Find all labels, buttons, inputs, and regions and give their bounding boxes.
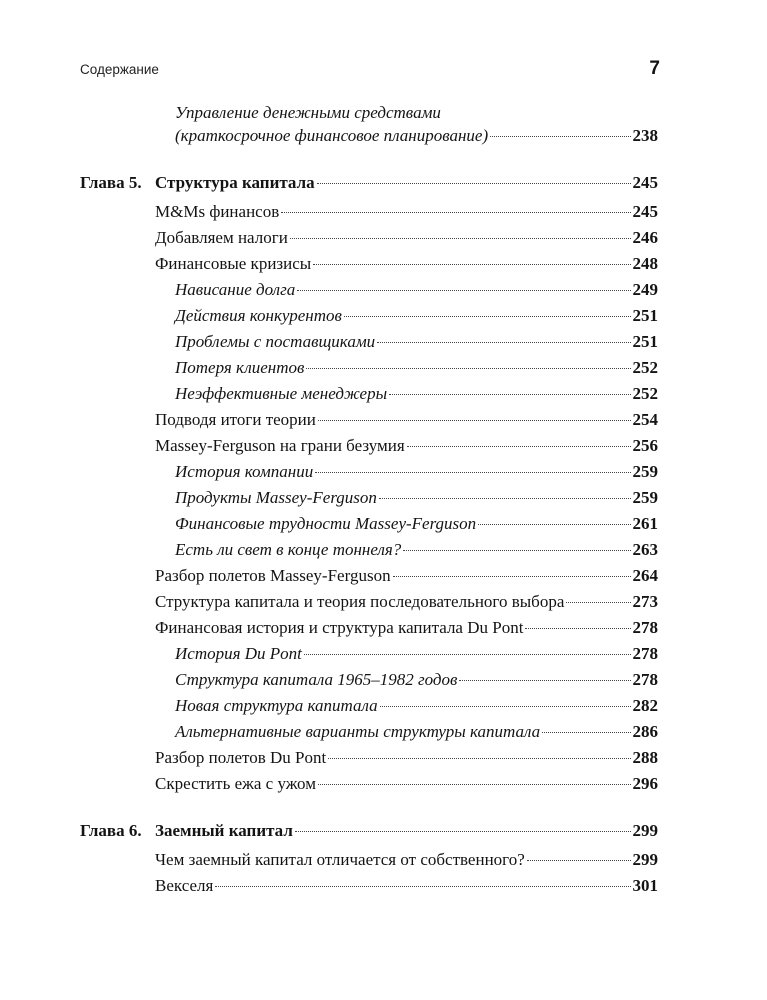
- dot-leader: [478, 523, 630, 525]
- toc-entry-title: Структура капитала и теория последовательного выбора: [155, 592, 565, 611]
- toc-page-number: 282: [632, 696, 658, 715]
- toc-page-number: 259: [632, 462, 658, 481]
- toc-entry[interactable]: [155, 227, 658, 249]
- toc-entry[interactable]: [155, 591, 658, 613]
- toc-entry-title: Добавляем налоги: [155, 228, 288, 247]
- dot-leader: [566, 601, 630, 603]
- toc-entry-title: Подводя итоги теории: [155, 410, 316, 429]
- toc-entry-title: Финансовая история и структура капитала Du Pont: [155, 618, 524, 637]
- dot-leader: [525, 627, 630, 629]
- toc-subentry[interactable]: [175, 357, 658, 379]
- dot-leader: [393, 575, 631, 577]
- toc-page-number: 238: [632, 126, 658, 145]
- toc-entry-title: Векселя: [155, 876, 214, 895]
- toc-entry-title: История компании: [175, 462, 314, 481]
- toc-page-number: 296: [632, 774, 658, 793]
- toc-entry-title: Финансовые кризисы: [155, 254, 312, 273]
- dot-leader: [403, 549, 630, 551]
- toc-page-number: 252: [632, 358, 658, 377]
- toc-page-number: 278: [632, 618, 658, 637]
- dot-leader: [318, 783, 631, 785]
- toc-page-number: 278: [632, 644, 658, 663]
- dot-leader: [380, 705, 631, 707]
- toc-page-number: 249: [632, 280, 658, 299]
- dot-leader: [304, 653, 631, 655]
- toc-page-number: 245: [632, 173, 658, 192]
- dot-leader: [313, 263, 630, 265]
- page-number: 7: [649, 58, 660, 79]
- running-head: Содержание: [80, 62, 159, 77]
- toc-page-number: 256: [632, 436, 658, 455]
- toc-chapter-6[interactable]: [80, 820, 658, 842]
- dot-leader: [527, 859, 631, 861]
- toc-page-number: 301: [632, 876, 658, 895]
- toc-entry-title: История Du Pont: [175, 644, 302, 663]
- chapter-label: Глава 6.: [80, 821, 142, 840]
- dot-leader: [315, 471, 630, 473]
- toc-entry-title: Неэффективные менеджеры: [175, 384, 388, 403]
- toc-entry-title: Разбор полетов Du Pont: [155, 748, 327, 767]
- toc-subentry[interactable]: [175, 643, 658, 665]
- toc-entry-title: Проблемы с поставщиками: [175, 332, 376, 351]
- dot-leader: [317, 182, 631, 184]
- toc-page-number: 245: [632, 202, 658, 221]
- toc-entry[interactable]: [155, 201, 658, 223]
- toc-page-number: 246: [632, 228, 658, 247]
- toc-entry[interactable]: [155, 253, 658, 275]
- toc-page-number: 286: [632, 722, 658, 741]
- toc-subentry[interactable]: [175, 331, 658, 353]
- toc-page-number: 254: [632, 410, 658, 429]
- toc-page-number: 259: [632, 488, 658, 507]
- dot-leader: [389, 393, 630, 395]
- toc-page-number: 278: [632, 670, 658, 689]
- toc-entry-continued[interactable]: [175, 125, 658, 147]
- toc-page-number: 252: [632, 384, 658, 403]
- toc-subentry[interactable]: [175, 487, 658, 509]
- toc-subentry[interactable]: [175, 513, 658, 535]
- toc-subentry[interactable]: [175, 305, 658, 327]
- toc-entry-title: Есть ли свет в конце тоннеля?: [175, 540, 402, 559]
- dot-leader: [318, 419, 631, 421]
- toc-entry[interactable]: [155, 617, 658, 639]
- toc-entry-title: Продукты Massey-Ferguson: [175, 488, 377, 507]
- toc-entry[interactable]: [155, 849, 658, 871]
- toc-page-number: 263: [632, 540, 658, 559]
- toc-entry-title: Нависание долга: [175, 280, 296, 299]
- toc-page-number: 248: [632, 254, 658, 273]
- toc-entry[interactable]: [155, 409, 658, 431]
- dot-leader: [295, 830, 631, 832]
- toc-entry-title: Разбор полетов Massey-Ferguson: [155, 566, 391, 585]
- toc-entry[interactable]: [155, 435, 658, 457]
- toc-page-number: 261: [632, 514, 658, 533]
- toc-entry-title: Потеря клиентов: [175, 358, 305, 377]
- chapter-label: Глава 5.: [80, 173, 142, 192]
- dot-leader: [407, 445, 631, 447]
- toc-entry[interactable]: [155, 565, 658, 587]
- dot-leader: [290, 237, 631, 239]
- toc-page-number: 299: [632, 821, 658, 840]
- toc-entry-title: M&Ms финансов: [155, 202, 280, 221]
- chapter-title: Структура капитала: [155, 173, 315, 192]
- toc-entry-title: Новая структура капитала: [175, 696, 378, 715]
- dot-leader: [542, 731, 630, 733]
- dot-leader: [344, 315, 631, 317]
- toc-entry-title: (краткосрочное финансовое планирование): [175, 126, 489, 145]
- toc-entry[interactable]: [155, 747, 658, 769]
- toc-subentry[interactable]: [175, 383, 658, 405]
- dot-leader: [281, 211, 630, 213]
- dot-leader: [377, 341, 630, 343]
- toc-entry-title: Финансовые трудности Massey-Ferguson: [175, 514, 477, 533]
- toc-entry[interactable]: [155, 773, 658, 795]
- toc-entry-title: Альтернативные варианты структуры капитала: [175, 722, 541, 741]
- toc-entry-title: Скрестить ежа с ужом: [155, 774, 316, 793]
- toc-subentry[interactable]: [175, 461, 658, 483]
- dot-leader: [459, 679, 630, 681]
- dot-leader: [297, 289, 630, 291]
- toc-subentry[interactable]: [175, 539, 658, 561]
- chapter-title: Заемный капитал: [155, 821, 293, 840]
- toc-page-number: 251: [632, 332, 658, 351]
- toc-subentry[interactable]: [175, 721, 658, 743]
- toc-subentry[interactable]: [175, 279, 658, 301]
- toc-entry-continued-line1: Управление денежными средствами: [175, 103, 441, 122]
- toc-entry-title: Чем заемный капитал отличается от собственного?: [155, 850, 525, 869]
- toc-page-number: 288: [632, 748, 658, 767]
- dot-leader: [215, 885, 630, 887]
- toc-entry-title: Massey-Ferguson на грани безумия: [155, 436, 405, 455]
- toc-page-number: 264: [632, 566, 658, 585]
- toc-page-number: 251: [632, 306, 658, 325]
- toc-subentry[interactable]: [175, 695, 658, 717]
- toc-entry-title: Структура капитала 1965–1982 годов: [175, 670, 458, 689]
- toc-page-number: 299: [632, 850, 658, 869]
- dot-leader: [306, 367, 630, 369]
- dot-leader: [379, 497, 631, 499]
- toc-chapter-5[interactable]: [80, 172, 658, 194]
- toc-entry-title: Действия конкурентов: [175, 306, 342, 325]
- dot-leader: [490, 135, 630, 137]
- dot-leader: [328, 757, 630, 759]
- toc-page-number: 273: [632, 592, 658, 611]
- toc-entry[interactable]: [155, 875, 658, 897]
- toc-subentry[interactable]: [175, 669, 658, 691]
